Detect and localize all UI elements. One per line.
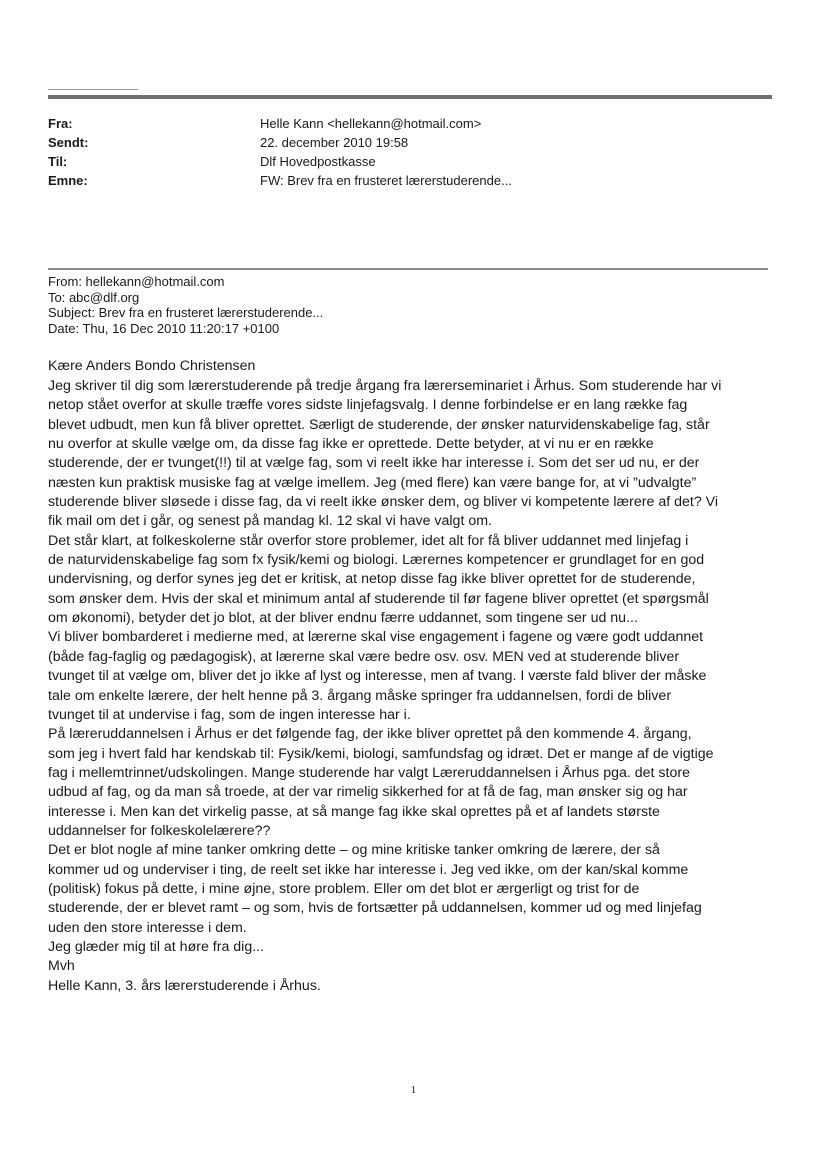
top-thin-rule — [48, 89, 138, 90]
header-label: Fra: — [48, 116, 73, 131]
letter-line: udbud af fag, og da man så troede, at der var rimelig sikkerhed for at få de fag, man ønsker sig og har — [48, 784, 688, 801]
letter-line: tale om enkelte lærere, der helt henne på 3. årgang måske springer fra uddannelsen, fordi de bliver — [48, 687, 672, 704]
letter-signature: Helle Kann, 3. års lærerstuderende i Århus. — [48, 977, 321, 994]
letter-line: Jeg skriver til dig som lærerstuderende på tredje årgang fra lærerseminariet i Århus. Som studerende har vi — [48, 378, 722, 394]
header-row-from — [48, 114, 772, 133]
letter-line: studerende, der er blevet ramt – og som, hvis de fortsætter på uddannelsen, kommer ud og med linjefag — [48, 900, 702, 917]
forward-separator-rule — [48, 268, 768, 270]
header-separator-rule — [48, 95, 772, 99]
header-label: Sendt: — [48, 135, 89, 150]
letter-line: Det står klart, at folkeskolerne står overfor store problemer, idet alt for få bliver uddannet med linjefag i — [48, 532, 689, 549]
letter-line: uden den store interesse i dem. — [48, 919, 247, 936]
forwarded-to-line: To: abc@dlf.org — [48, 289, 140, 305]
header-value: FW: Brev fra en frusteret lærerstuderende... — [260, 173, 512, 188]
letter-line: undervisning, og derfor synes jeg det er kritisk, at netop disse fag ikke bliver oprettet for de studerende, — [48, 571, 696, 588]
header-label: Emne: — [48, 173, 88, 188]
forwarded-subject-line: Subject: Brev fra en frusteret lærerstuderende... — [48, 305, 324, 320]
letter-line: nu overfor at skulle vælge om, da disse fag ikke er oprettede. Dette betyder, at vi nu er en række — [48, 436, 654, 453]
letter-line: blevet udbudt, men kun få bliver oprettet. Særligt de studerende, der ønsker naturvidenskabelige fag, står — [48, 416, 710, 433]
header-value: Dlf Hovedpostkasse — [260, 154, 376, 169]
letter-line: studerende bliver sløsede i disse fag, da vi reelt ikke ønsker dem, og bliver vi kompetente lærere af det? Vi — [48, 494, 719, 511]
letter-line: som ønsker dem. Hvis der skal et minimum antal af studerende til før fagene bliver oprettet (et spørgsmål — [48, 590, 709, 607]
letter-line: uddannelser for folkeskolelærere?? — [48, 822, 271, 839]
letter-line: netop stået overfor at skulle træffe vores sidste linjefagsvalg. I denne forbindelse er en lang række fag — [48, 397, 688, 414]
header-row-to — [48, 152, 772, 171]
letter-line: Vi bliver bombarderet i medierne med, at lærerne skal vise engagement i fagene og være godt uddannet — [48, 629, 704, 646]
letter-line: (både fag-faglig og pædagogisk), at lærerne skal være bedre osv. osv. MEN ved at studerende bliver — [48, 648, 680, 665]
letter-line: interesse i. Men kan det virkelig passe, at så mange fag ikke skal oprettes på et af landets største — [48, 803, 660, 820]
forwarded-date-line: Date: Thu, 16 Dec 2010 11:20:17 +0100 — [48, 320, 280, 336]
letter-line: tvunget til at vælge om, bliver det jo ikke af lyst og interesse, men af tvang. I værste fald bliver der måske — [48, 668, 707, 685]
letter-line: Det er blot nogle af mine tanker omkring dette – og mine kritiske tanker omkring de lærere, der så — [48, 842, 660, 859]
letter-line: På læreruddannelsen i Århus er det følgende fag, der ikke bliver oprettet på den kommende 4. årgang, — [48, 726, 692, 743]
forwarded-header-block — [48, 274, 768, 336]
header-value: 22. december 2010 19:58 — [260, 135, 409, 150]
header-label: Til: — [48, 154, 68, 169]
letter-line: studerende, der er tvunget(!!) til at vælge fag, som vi reelt ikke har interesse i. Som det ser ud nu, er der — [48, 455, 700, 472]
letter-line: næsten kun praktisk musiske fag at vælge imellem. Jeg (med flere) kan være bange for, at vi ”udvalgte” — [48, 474, 697, 491]
letter-salutation: Kære Anders Bondo Christensen — [48, 358, 256, 374]
letter-line: tvunget til at undervise i fag, som de ingen interesse har i. — [48, 706, 411, 723]
header-row-sent — [48, 133, 772, 152]
letter-line: de naturvidenskabelige fag som fx fysik/kemi og biologi. Lærernes kompetencer er grundlaget for en god — [48, 552, 705, 569]
forwarded-from-line: From: hellekann@hotmail.com — [48, 274, 225, 289]
header-row-subject — [48, 171, 772, 190]
letter-line: (politisk) fokus på dette, i mine øjne, store problem. Eller om det blot er ærgerligt og trist for de — [48, 880, 640, 897]
email-header-block — [48, 114, 772, 190]
page-number: 1 — [410, 1084, 417, 1096]
letter-line: om økonomi), betyder det jo blot, at der bliver endnu færre uddannet, som tingene ser ud nu... — [48, 610, 638, 627]
letter-line: fik mail om det i går, og senest på mandag kl. 12 skal vi have valgt om. — [48, 513, 492, 530]
header-value: Helle Kann <hellekann@hotmail.com> — [260, 116, 482, 131]
letter-line: som jeg i hvert fald har kendskab til: Fysik/kemi, biologi, samfundsfag og idræt. Det er mange af de vigtige — [48, 745, 714, 762]
letter-closing-line: Jeg glæder mig til at høre fra dig... — [48, 938, 265, 955]
letter-line: kommer ud og underviser i ting, de reelt set ikke har interesse i. Jeg ved ikke, om der kan/skal komme — [48, 861, 689, 878]
letter-regards: Mvh — [48, 958, 75, 975]
letter-line: fag i mellemtrinnet/udskolingen. Mange studerende har valgt Læreruddannelsen i Århus pga. det store — [48, 764, 690, 781]
letter-body — [48, 356, 783, 996]
